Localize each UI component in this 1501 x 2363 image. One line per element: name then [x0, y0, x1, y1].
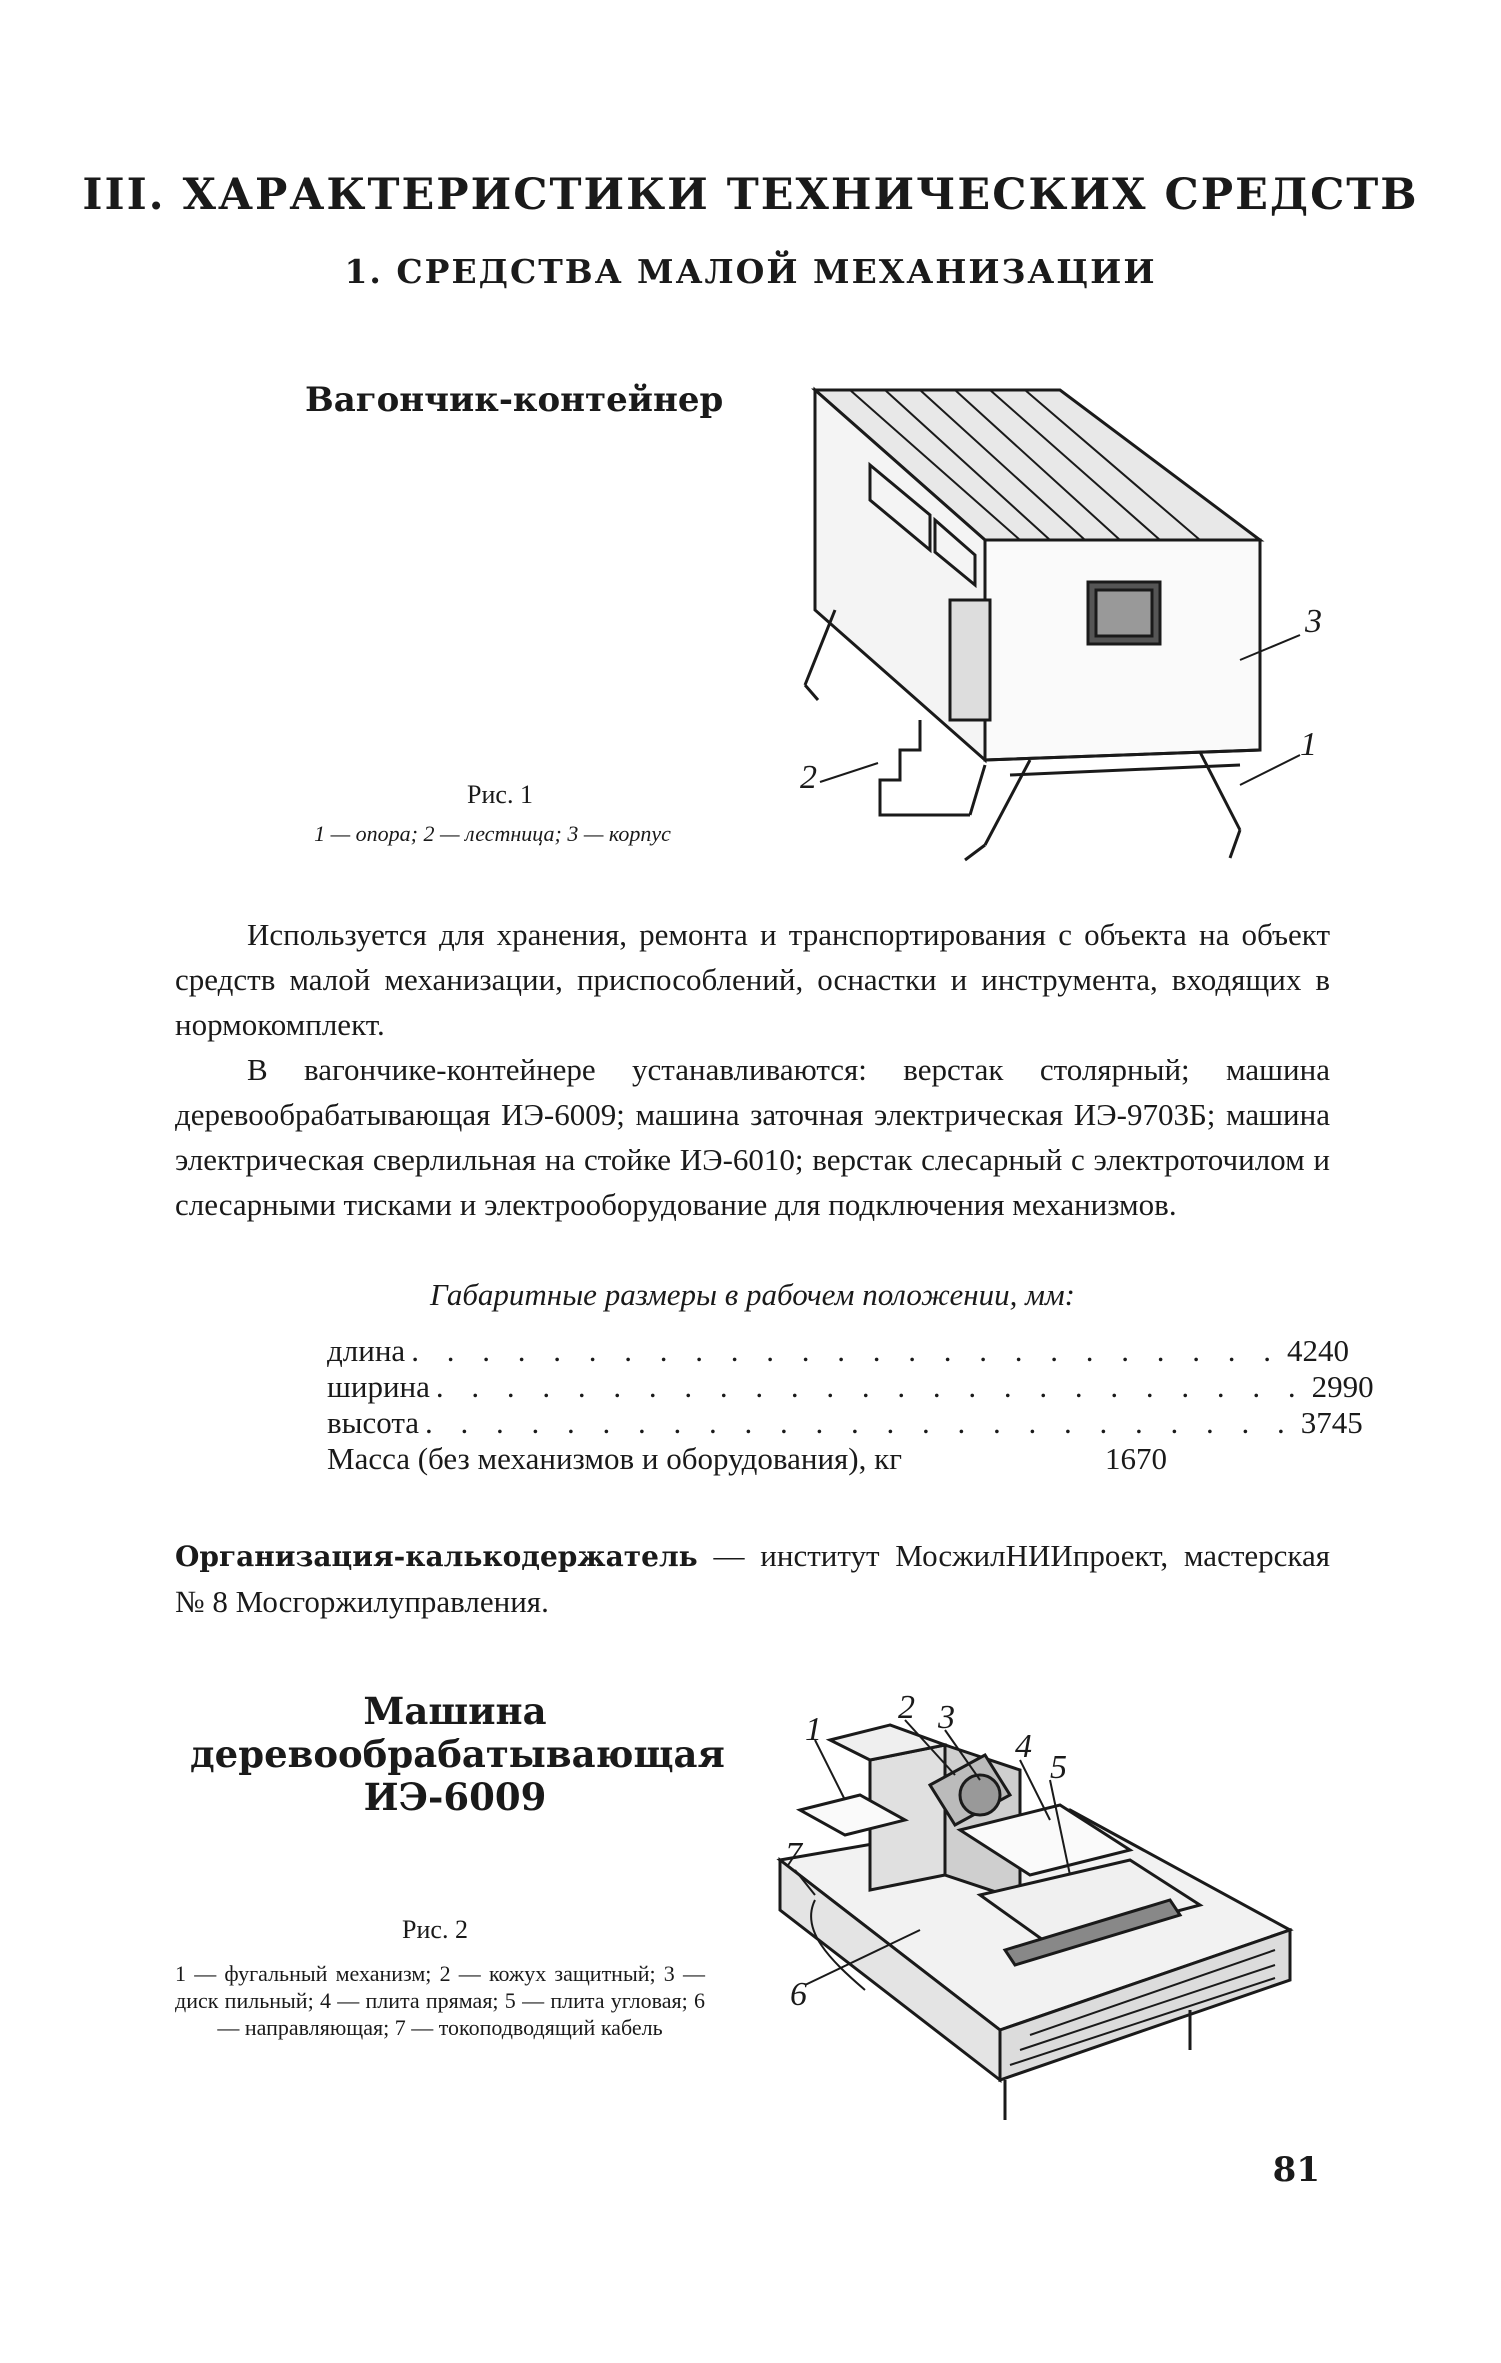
wagon-description — [175, 912, 1330, 1227]
machine-callout-3: 3 — [938, 1699, 955, 1736]
leader-dots: . . . . . . . . . . . . . . . . . . . . . . . . . — [411, 1333, 1281, 1368]
figure-1-caption: Рис. 1 — [467, 780, 533, 809]
dimensions-title: Габаритные размеры в рабочем положении, мм: — [429, 1277, 1076, 1312]
dimension-label: Масса (без механизмов и оборудования), кг — [327, 1441, 902, 1476]
dimension-value: 1670 — [1105, 1441, 1167, 1476]
machine-callout-4: 4 — [1015, 1728, 1032, 1765]
organization-text: — институт МосжилНИИпроект, мастерская № 8 Мосгоржилуправления. — [175, 1538, 1330, 1619]
dimension-label: высота — [327, 1405, 420, 1440]
dimension-value: 3745 — [1300, 1405, 1363, 1440]
dimensions-list — [327, 1333, 1374, 1477]
organization-note — [175, 1533, 1330, 1624]
wagon-callout-2: 2 — [800, 759, 817, 796]
figure-2-legend: 1 — фугальный механизм; 2 — кожух защитный; 3 — диск пильный; 4 — плита прямая; 5 — плита угловая; 6 — направляющая; 7 — токоподводящий кабель — [175, 1961, 705, 2040]
wagon-paragraph-1: Используется для хранения, ремонта и транспортирования с объекта на объект средств малой механизации, приспособлений, оснастки и инструмента, входящих в нормокомплект. — [175, 917, 1330, 1042]
dimension-value: 4240 — [1286, 1333, 1349, 1368]
page-number: 81 — [1272, 2150, 1320, 2190]
section-title: 1. СРЕДСТВА МАЛОЙ МЕХАНИЗАЦИИ — [344, 252, 1157, 291]
wagon-callout-3: 3 — [1305, 603, 1322, 640]
dimension-row — [327, 1369, 1374, 1405]
machine-title-line-3: ИЭ-6009 — [363, 1775, 547, 1819]
wagon-callout-1: 1 — [1300, 726, 1317, 763]
machine-callout-7: 7 — [785, 1836, 802, 1873]
machine-title-line-2: деревообрабатывающая — [190, 1732, 725, 1776]
leader-dots: . . . . . . . . . . . . . . . . . . . . . . . . . — [435, 1369, 1306, 1404]
dimension-label: длина — [327, 1333, 406, 1368]
figure-2-caption: Рис. 2 — [402, 1915, 468, 1944]
wagon-paragraph-2: В вагончике-контейнере устанавливаются: верстак столярный; машина деревообрабатывающая ИЭ-6009; машина заточная электрическая ИЭ-9703Б; машина электрическая сверлильная на стойке ИЭ-6010; верстак слесарный с электроточилом и слесарными тисками и электрооборудование для подключения механизмов. — [175, 1052, 1330, 1222]
figure-1-legend: 1 — опора; 2 — лестница; 3 — корпус — [314, 821, 671, 846]
dimension-row — [327, 1333, 1349, 1369]
wagon-container-figure — [800, 370, 1360, 870]
organization-label: Организация-калькодержатель — [175, 1540, 698, 1573]
machine-title — [190, 1689, 725, 1819]
dimension-row — [327, 1441, 1167, 1477]
machine-callout-5: 5 — [1050, 1749, 1067, 1786]
dimension-row — [327, 1405, 1363, 1441]
chapter-title: III. ХАРАКТЕРИСТИКИ ТЕХНИЧЕСКИХ СРЕДСТВ — [82, 170, 1419, 220]
machine-callout-2: 2 — [898, 1689, 915, 1726]
dimension-value: 2990 — [1311, 1369, 1374, 1404]
machine-callout-6: 6 — [790, 1976, 807, 2013]
leader-dots: . . . . . . . . . . . . . . . . . . . . . . . . . — [425, 1405, 1295, 1440]
machine-callout-1: 1 — [805, 1711, 822, 1748]
machine-title-line-1: Машина — [363, 1689, 547, 1733]
dimension-label: ширина — [327, 1369, 430, 1404]
woodworking-machine-figure — [770, 1689, 1310, 2140]
wagon-title: Вагончик-контейнер — [305, 380, 724, 420]
